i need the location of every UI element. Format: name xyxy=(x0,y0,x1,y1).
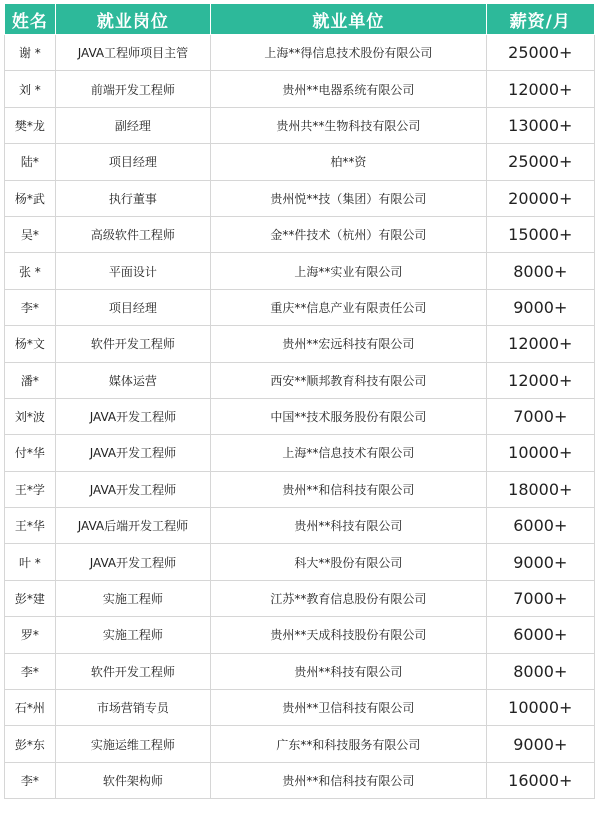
table-row xyxy=(5,289,595,325)
cell-company: 科大**股份有限公司 xyxy=(211,544,487,580)
cell-company: 贵州**和信科技有限公司 xyxy=(211,471,487,507)
cell-salary: 18000+ xyxy=(486,471,594,507)
cell-name: 王*学 xyxy=(5,471,56,507)
table-row xyxy=(5,690,595,726)
table-row xyxy=(5,726,595,762)
cell-salary: 6000+ xyxy=(486,617,594,653)
cell-salary: 12000+ xyxy=(486,71,594,107)
employment-table xyxy=(4,3,595,799)
cell-company: 贵州**电器系统有限公司 xyxy=(211,71,487,107)
cell-position: JAVA后端开发工程师 xyxy=(55,508,210,544)
cell-name: 叶 * xyxy=(5,544,56,580)
cell-name: 李* xyxy=(5,289,56,325)
cell-name: 刘*波 xyxy=(5,398,56,434)
table-row xyxy=(5,326,595,362)
table-row xyxy=(5,180,595,216)
cell-name: 李* xyxy=(5,653,56,689)
cell-position: 高级软件工程师 xyxy=(55,216,210,252)
cell-name: 李* xyxy=(5,762,56,798)
cell-position: 软件架构师 xyxy=(55,762,210,798)
cell-position: 执行董事 xyxy=(55,180,210,216)
cell-name: 谢 * xyxy=(5,35,56,71)
header-salary: 薪资/月 xyxy=(486,4,594,35)
cell-salary: 15000+ xyxy=(486,216,594,252)
cell-name: 陆* xyxy=(5,144,56,180)
table-row xyxy=(5,617,595,653)
header-company: 就业单位 xyxy=(211,4,487,35)
cell-name: 张 * xyxy=(5,253,56,289)
cell-company: 贵州**卫信科技有限公司 xyxy=(211,690,487,726)
cell-salary: 25000+ xyxy=(486,144,594,180)
cell-name: 潘* xyxy=(5,362,56,398)
cell-salary: 16000+ xyxy=(486,762,594,798)
cell-company: 西安**顺邦教育科技有限公司 xyxy=(211,362,487,398)
cell-name: 彭*东 xyxy=(5,726,56,762)
cell-company: 中国**技术服务股份有限公司 xyxy=(211,398,487,434)
cell-company: 贵州共**生物科技有限公司 xyxy=(211,107,487,143)
cell-company: 金**件技术（杭州）有限公司 xyxy=(211,216,487,252)
table-row xyxy=(5,580,595,616)
cell-company: 上海**实业有限公司 xyxy=(211,253,487,289)
cell-company: 贵州**和信科技有限公司 xyxy=(211,762,487,798)
cell-name: 石*州 xyxy=(5,690,56,726)
cell-position: 副经理 xyxy=(55,107,210,143)
cell-company: 重庆**信息产业有限责任公司 xyxy=(211,289,487,325)
cell-position: 平面设计 xyxy=(55,253,210,289)
cell-company: 贵州**宏远科技有限公司 xyxy=(211,326,487,362)
cell-name: 刘 * xyxy=(5,71,56,107)
cell-salary: 25000+ xyxy=(486,35,594,71)
cell-salary: 7000+ xyxy=(486,398,594,434)
cell-company: 贵州悦**技（集团）有限公司 xyxy=(211,180,487,216)
cell-position: 软件开发工程师 xyxy=(55,653,210,689)
cell-company: 贵州**天成科技股份有限公司 xyxy=(211,617,487,653)
table-row xyxy=(5,508,595,544)
cell-position: JAVA开发工程师 xyxy=(55,544,210,580)
table-row xyxy=(5,35,595,71)
table-row xyxy=(5,253,595,289)
cell-salary: 10000+ xyxy=(486,690,594,726)
table-row xyxy=(5,398,595,434)
table-row xyxy=(5,653,595,689)
header-name: 姓名 xyxy=(5,4,56,35)
table-row xyxy=(5,362,595,398)
cell-position: 项目经理 xyxy=(55,144,210,180)
table-row xyxy=(5,107,595,143)
cell-position: 媒体运营 xyxy=(55,362,210,398)
cell-position: 实施工程师 xyxy=(55,580,210,616)
cell-company: 贵州**科技有限公司 xyxy=(211,508,487,544)
table-row xyxy=(5,71,595,107)
cell-company: 江苏**教育信息股份有限公司 xyxy=(211,580,487,616)
cell-salary: 8000+ xyxy=(486,253,594,289)
table-body xyxy=(5,35,595,799)
table-row xyxy=(5,544,595,580)
cell-company: 广东**和科技服务有限公司 xyxy=(211,726,487,762)
cell-salary: 12000+ xyxy=(486,362,594,398)
cell-name: 罗* xyxy=(5,617,56,653)
cell-salary: 9000+ xyxy=(486,544,594,580)
table-row xyxy=(5,471,595,507)
cell-salary: 12000+ xyxy=(486,326,594,362)
cell-salary: 6000+ xyxy=(486,508,594,544)
cell-salary: 20000+ xyxy=(486,180,594,216)
cell-position: 市场营销专员 xyxy=(55,690,210,726)
table-row xyxy=(5,216,595,252)
cell-position: 项目经理 xyxy=(55,289,210,325)
cell-salary: 9000+ xyxy=(486,289,594,325)
cell-salary: 7000+ xyxy=(486,580,594,616)
cell-position: 软件开发工程师 xyxy=(55,326,210,362)
cell-company: 上海**得信息技术股份有限公司 xyxy=(211,35,487,71)
cell-company: 贵州**科技有限公司 xyxy=(211,653,487,689)
cell-salary: 9000+ xyxy=(486,726,594,762)
cell-company: 柏**资 xyxy=(211,144,487,180)
cell-position: JAVA开发工程师 xyxy=(55,398,210,434)
cell-position: 实施运维工程师 xyxy=(55,726,210,762)
cell-salary: 13000+ xyxy=(486,107,594,143)
cell-position: 实施工程师 xyxy=(55,617,210,653)
cell-position: 前端开发工程师 xyxy=(55,71,210,107)
cell-name: 杨*武 xyxy=(5,180,56,216)
cell-name: 王*华 xyxy=(5,508,56,544)
table-row xyxy=(5,435,595,471)
cell-position: JAVA开发工程师 xyxy=(55,435,210,471)
cell-salary: 8000+ xyxy=(486,653,594,689)
cell-position: JAVA开发工程师 xyxy=(55,471,210,507)
table-row xyxy=(5,144,595,180)
cell-name: 彭*建 xyxy=(5,580,56,616)
cell-name: 吴* xyxy=(5,216,56,252)
cell-salary: 10000+ xyxy=(486,435,594,471)
table-header-row xyxy=(5,4,595,35)
cell-position: JAVA工程师项目主管 xyxy=(55,35,210,71)
cell-company: 上海**信息技术有限公司 xyxy=(211,435,487,471)
table-row xyxy=(5,762,595,798)
cell-name: 杨*文 xyxy=(5,326,56,362)
header-position: 就业岗位 xyxy=(55,4,210,35)
cell-name: 付*华 xyxy=(5,435,56,471)
cell-name: 樊*龙 xyxy=(5,107,56,143)
